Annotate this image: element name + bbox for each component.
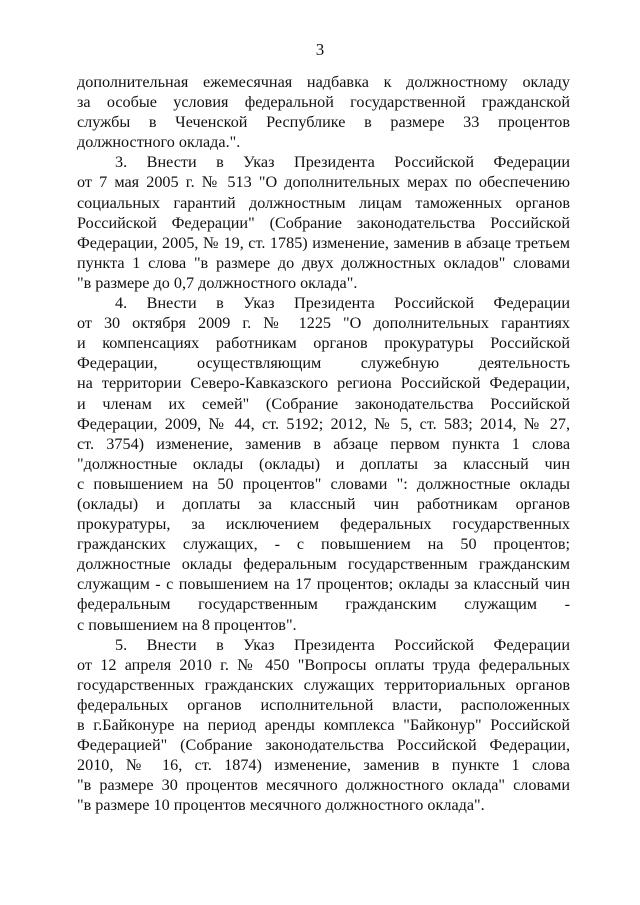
text-line: дополнительная ежемесячная надбавка к должностному окладу <box>77 73 570 91</box>
text-line: "в размере 30 процентов месячного должностного оклада" словами <box>77 776 570 795</box>
text-line: должностного оклада.". <box>77 133 241 152</box>
text-line: ст. 3754) изменение, заменив в абзаце первом пункта 1 слова <box>77 434 570 453</box>
text-line: и членам их семей" (Собрание законодательства Российской <box>77 394 570 413</box>
text-line: федеральным государственным гражданским служащим - <box>77 595 570 614</box>
text-line: за особые условия федеральной государственной гражданской <box>77 93 570 112</box>
text-line: от 12 апреля 2010 г. № 450 "Вопросы оплаты труда федеральных <box>77 655 570 674</box>
paragraph-first-line: 5. Внести в Указ Президента Российской Федерации <box>115 635 570 654</box>
text-line: пункта 1 слова "в размере до двух должностных окладов" словами <box>77 253 570 272</box>
text-line: федеральных органов исполнительной власти, расположенных <box>77 695 570 714</box>
text-line: в г.Байконуре на период аренды комплекса "Байконур" Российской <box>77 716 570 734</box>
text-line: (оклады) и доплаты за классный чин работникам органов <box>77 494 570 513</box>
text-line: "должностные оклады (оклады) и доплаты за классный чин <box>77 454 570 473</box>
paragraph-first-line: 4. Внести в Указ Президента Российской Федерации <box>115 294 570 313</box>
text-line: Российской Федерации" (Собрание законодательства Российской <box>77 213 570 232</box>
page-number: 3 <box>315 40 325 59</box>
text-line: на территории Северо-Кавказского региона Российской Федерации, <box>77 374 570 393</box>
text-line: службы в Чеченской Республике в размере 33 процентов <box>77 113 570 132</box>
text-line: с повышением на 8 процентов". <box>77 615 297 634</box>
text-line: "в размере до 0,7 должностного оклада". <box>77 273 358 292</box>
text-line: гражданских служащих, - с повышением на 50 процентов; <box>77 535 570 554</box>
text-line: прокуратуры, за исключением федеральных государственных <box>77 515 570 534</box>
document-body <box>77 72 570 815</box>
text-line: "в размере 10 процентов месячного должностного оклада". <box>77 796 485 815</box>
text-line: социальных гарантий должностным лицам таможенных органов <box>77 193 570 212</box>
text-line: Федерации, осуществляющим служебную деятельность <box>77 354 570 373</box>
text-line: Федерации, 2009, № 44, ст. 5192; 2012, № 5, ст. 583; 2014, № 27, <box>77 414 570 433</box>
text-line: государственных гражданских служащих территориальных органов <box>77 675 570 694</box>
text-line: Федерацией" (Собрание законодательства Российской Федерации, <box>77 736 570 755</box>
text-line: от 30 октября 2009 г. № 1225 "О дополнительных гарантиях <box>77 314 570 333</box>
text-line: и компенсациях работникам органов прокуратуры Российской <box>77 334 570 353</box>
paragraph-first-line: 3. Внести в Указ Президента Российской Федерации <box>115 153 570 172</box>
text-line: служащим - с повышением на 17 процентов; оклады за классный чин <box>77 575 570 594</box>
text-line: с повышением на 50 процентов" словами ": должностные оклады <box>77 474 570 493</box>
text-line: Федерации, 2005, № 19, ст. 1785) изменение, заменив в абзаце третьем <box>77 233 570 252</box>
text-line: должностные оклады федеральным государственным гражданским <box>77 555 570 574</box>
text-line: от 7 мая 2005 г. № 513 "О дополнительных мерах по обеспечению <box>77 173 570 192</box>
text-line: 2010, № 16, ст. 1874) изменение, заменив в пункте 1 слова <box>77 756 570 775</box>
